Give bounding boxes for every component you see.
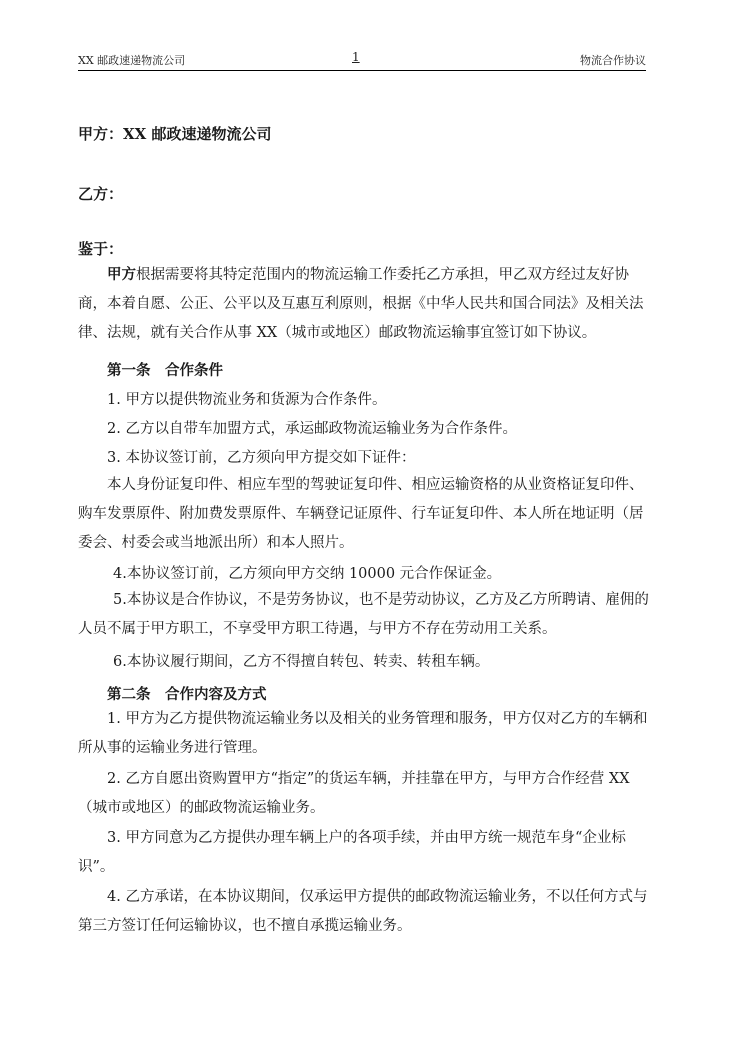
article-1-item: 5.本协议是合作协议，不是劳务协议，也不是劳动协议，乙方及乙方所聘请、雇佣的人员不属于甲方职工，不享受甲方职工待遇，与甲方不存在劳动用工关系。 (78, 592, 649, 637)
article-1-title: 第一条 合作条件 (107, 362, 223, 379)
header-company: XX 邮政速递物流公司 (78, 54, 186, 67)
whereas-heading: 鉴于： (78, 240, 124, 258)
article-2-item: 4. 乙方承诺，在本协议期间，仅承运甲方提供的邮政物流运输业务，不以任何方式与第三方签订任何运输协议，也不擅自承揽运输业务。 (78, 889, 648, 934)
party-a-line: 甲方：XX 邮政速递物流公司 (78, 125, 272, 143)
article-2-item: 3. 甲方同意为乙方提供办理车辆上户的各项手续，并由甲方统一规范车身“企业标识”。 (78, 830, 626, 875)
article-2-item: 1. 甲方为乙方提供物流运输业务以及相关的业务管理和服务，甲方仅对乙方的车辆和所从事的运输业务进行管理。 (78, 711, 648, 756)
article-1-item: 2. 乙方以自带车加盟方式，承运邮政物流运输业务为合作条件。 (107, 421, 517, 437)
intro-lead: 甲方 (107, 266, 136, 283)
article-1-item: 4.本协议签订前，乙方须向甲方交纳 10000 元合作保证金。 (113, 566, 502, 582)
article-1-item: 6.本协议履行期间，乙方不得擅自转包、转卖、转租车辆。 (113, 654, 490, 670)
article-2-title: 第二条 合作内容及方式 (107, 686, 267, 703)
page-header (78, 50, 646, 71)
article-1-item: 3. 本协议签订前，乙方须向甲方提交如下证件： (107, 450, 416, 466)
article-1-documents-paragraph: 本人身份证复印件、相应车型的驾驶证复印件、相应运输资格的从业资格证复印件、购车发票原件、附加费发票原件、车辆登记证原件、行车证复印件、本人所在地证明（居委会、村委会或当地派出所）和本人照片。 (78, 477, 644, 551)
intro-text: 根据需要将其特定范围内的物流运输工作委托乙方承担，甲乙双方经过友好协商，本着自愿、公正、公平以及互惠互利原则，根据《中华人民共和国合同法》及相关法律、法规，就有关合作从事 XX（城市或地区）邮政物流运输事宜签订如下协议。 (78, 267, 644, 341)
party-b-line: 乙方： (78, 185, 124, 203)
article-2-item: 2. 乙方自愿出资购置甲方“指定”的货运车辆，并挂靠在甲方，与甲方合作经营 XX（城市或地区）的邮政物流运输业务。 (78, 771, 630, 816)
page-number: 1 (352, 50, 360, 64)
intro-paragraph (78, 260, 650, 348)
article-1-item: 1. 甲方以提供物流业务和货源为合作条件。 (107, 392, 387, 408)
header-doc-title: 物流合作协议 (580, 54, 646, 67)
